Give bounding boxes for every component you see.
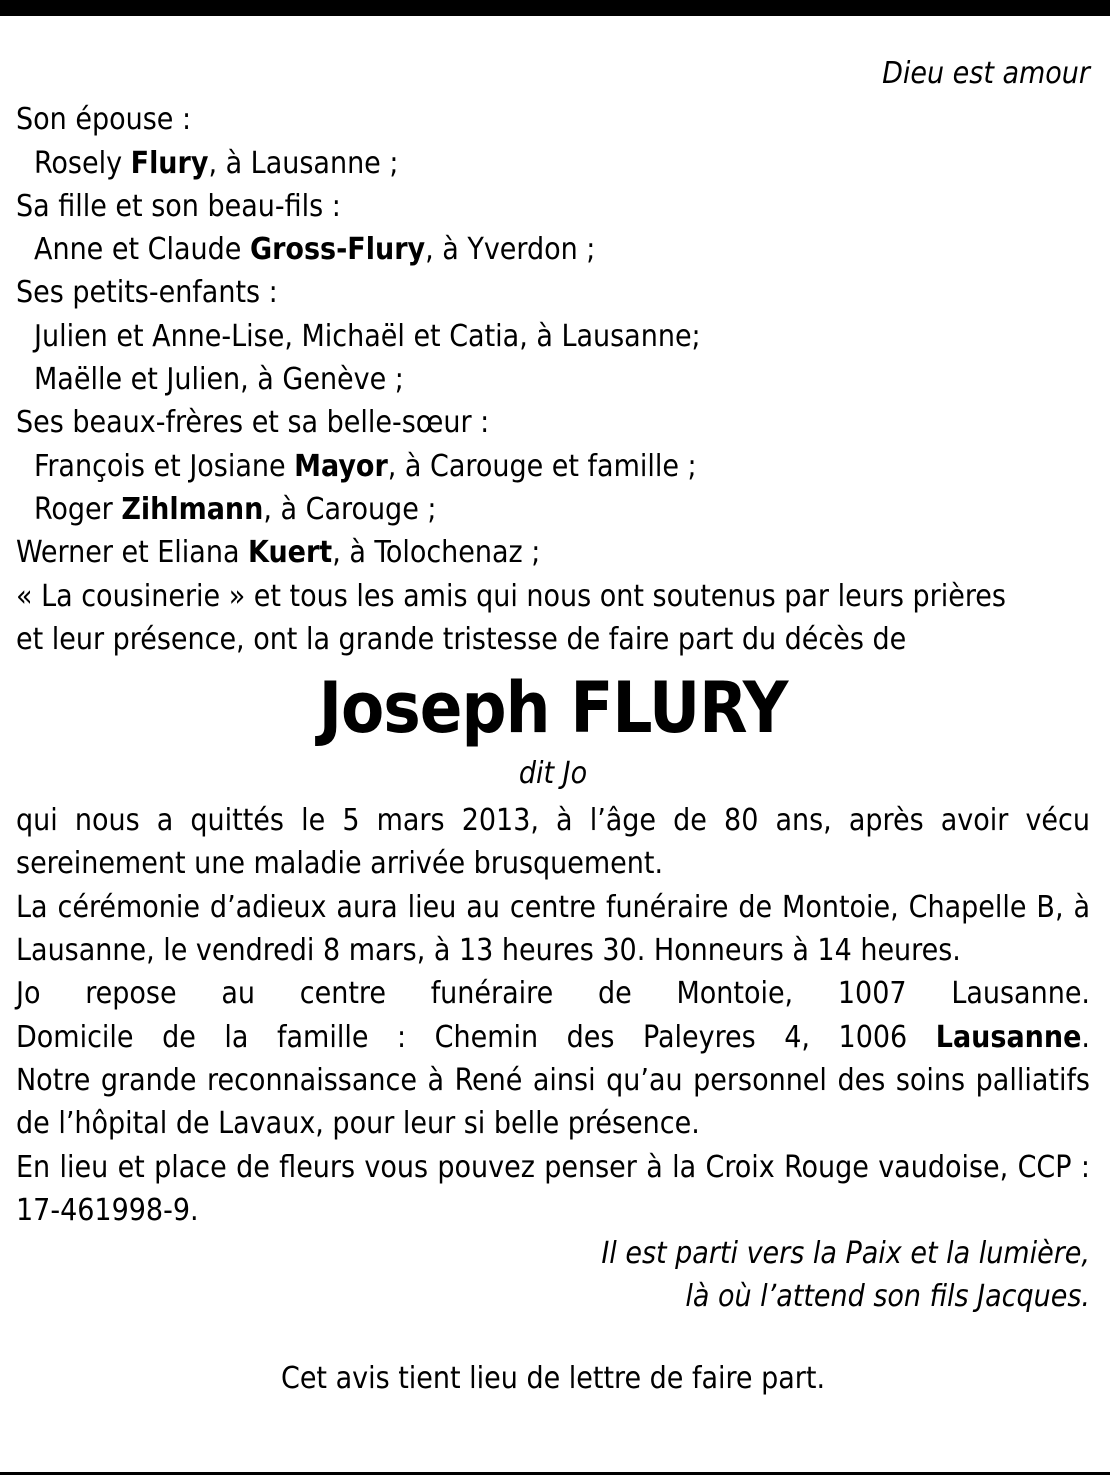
deceased-name: Joseph FLURY: [318, 667, 788, 750]
domicile-line: Domicile de la famille : Chemin des Paleyres 4, 1006 Lausanne.: [16, 1019, 1090, 1055]
friends-line-2: et leur présence, ont la grande tristesse de faire part du décès de: [16, 621, 907, 657]
inlaw-line-3: Werner et Eliana Kuert, à Tolochenaz ;: [16, 535, 541, 571]
grandchildren-label: Ses petits-enfants :: [16, 275, 278, 311]
closing-line-2: là où l’attend son fils Jacques.: [685, 1279, 1090, 1315]
spouse-label: Son épouse :: [16, 102, 192, 138]
daughter-line: Anne et Claude Gross-Flury, à Yverdon ;: [34, 232, 596, 268]
daughter-label: Sa fille et son beau-fils :: [16, 188, 341, 224]
inlaw-line-1: François et Josiane Mayor, à Carouge et famille ;: [34, 448, 697, 484]
inlaw-line-2: Roger Zihlmann, à Carouge ;: [34, 491, 437, 527]
bottom-border-rule: [0, 1472, 1110, 1475]
grandchildren-line-1: Julien et Anne-Lise, Michaël et Catia, à Lausanne;: [34, 318, 701, 354]
top-border-rule: [0, 0, 1110, 16]
domicile-city: Lausanne: [935, 1019, 1082, 1055]
thanks-paragraph: Notre grande reconnaissance à René ainsi qu’au personnel des soins palliatifs de l’hôpital de Lavaux, pour leur si belle présence.: [16, 1062, 1090, 1142]
spouse-line: Rosely Flury, à Lausanne ;: [34, 145, 399, 181]
inlaw-surname-2: Zihlmann: [121, 491, 264, 527]
grandchildren-line-2: Maëlle et Julien, à Genève ;: [34, 362, 404, 398]
closing-line-1: Il est parti vers la Paix et la lumière,: [601, 1236, 1090, 1272]
inlaws-label: Ses beaux-frères et sa belle-sœur :: [16, 405, 490, 441]
daughter-surname: Gross-Flury: [249, 232, 426, 268]
spouse-surname: Flury: [130, 145, 209, 181]
footer-note: Cet avis tient lieu de lettre de faire part.: [280, 1360, 826, 1396]
inlaw-surname-1: Mayor: [294, 448, 388, 484]
motto: Dieu est amour: [882, 56, 1090, 91]
ceremony-paragraph: La cérémonie d’adieux aura lieu au centre funéraire de Montoie, Chapelle B, à Lausanne, le vendredi 8 mars, à 13 heures 30. Honneurs à 14 heures.: [16, 889, 1090, 969]
death-notice: [16, 52, 1090, 1400]
inlaw-surname-3: Kuert: [248, 535, 333, 571]
passing-paragraph: qui nous a quittés le 5 mars 2013, à l’âge de 80 ans, après avoir vécu sereinement une maladie arrivée brusquement.: [16, 803, 1090, 882]
friends-line-1: « La cousinerie » et tous les amis qui nous ont soutenus par leurs prières: [16, 578, 1006, 614]
deceased-nickname: dit Jo: [518, 756, 588, 792]
donation-paragraph: En lieu et place de fleurs vous pouvez penser à la Croix Rouge vaudoise, CCP : 17-461998-9.: [16, 1149, 1090, 1228]
rest-place-line: Jo repose au centre funéraire de Montoie, 1007 Lausanne.: [16, 976, 1090, 1012]
